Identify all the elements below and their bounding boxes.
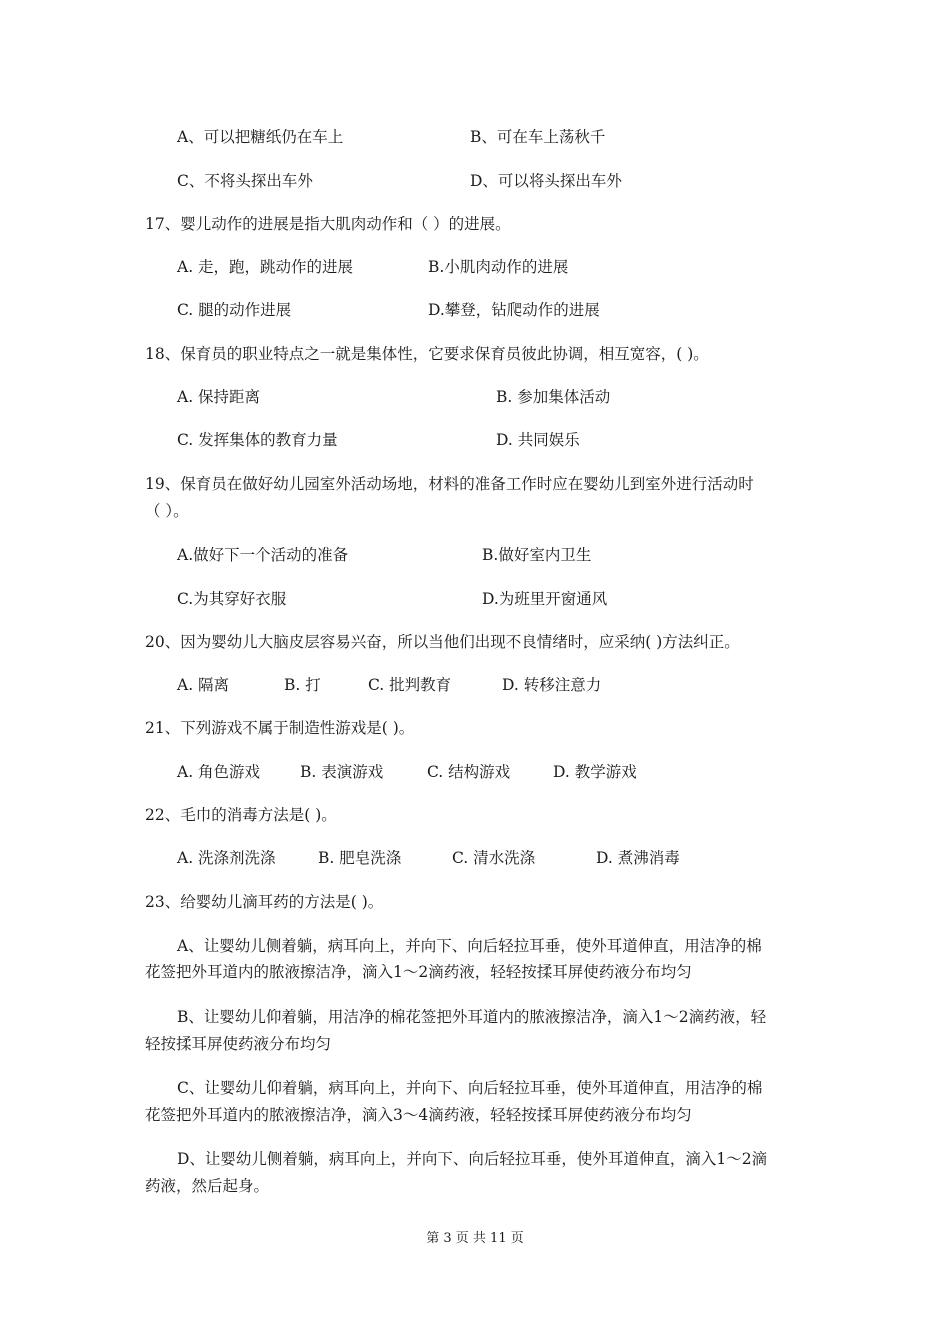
q22-stem: 22、毛巾的消毒方法是( )。 bbox=[145, 806, 337, 824]
q18-option-d: D. 共同娱乐 bbox=[496, 431, 580, 449]
q22-option-c: C. 清水洗涤 bbox=[452, 849, 536, 867]
q19-option-d: D.为班里开窗通风 bbox=[482, 590, 608, 608]
q17-option-a: A. 走，跑，跳动作的进展 bbox=[177, 258, 354, 276]
q16-option-b: B、可在车上荡秋千 bbox=[470, 128, 606, 146]
page-number-footer: 第 3 页 共 11 页 bbox=[426, 1231, 524, 1246]
q23-option-d-line1: D、让婴幼儿侧着躺，病耳向上，并向下、向后轻拉耳垂，使外耳道伸直，滴入1～2滴 bbox=[177, 1150, 768, 1168]
q23-option-c-line1: C、让婴幼儿仰着躺，病耳向上，并向下、向后轻拉耳垂，使外耳道伸直，用洁净的棉 bbox=[177, 1079, 763, 1097]
q23-option-a-line1: A、让婴幼儿侧着躺，病耳向上，并向下、向后轻拉耳垂，使外耳道伸直，用洁净的棉 bbox=[177, 937, 762, 955]
q18-option-b: B. 参加集体活动 bbox=[496, 388, 611, 406]
q23-option-b-line1: B、让婴幼儿仰着躺，用洁净的棉花签把外耳道内的脓液擦洁净，滴入1～2滴药液，轻 bbox=[177, 1008, 767, 1026]
q23-option-d-line2: 药液，然后起身。 bbox=[145, 1177, 270, 1195]
q21-stem: 21、下列游戏不属于制造性游戏是( )。 bbox=[145, 719, 415, 737]
q21-option-b: B. 表演游戏 bbox=[300, 763, 384, 781]
q19-stem-line1: 19、保育员在做好幼儿园室外活动场地，材料的准备工作时应在婴幼儿到室外进行活动时 bbox=[145, 475, 754, 493]
q23-stem: 23、给婴幼儿滴耳药的方法是( )。 bbox=[145, 893, 384, 911]
q22-option-b: B. 肥皂洗涤 bbox=[318, 849, 402, 867]
q21-option-a: A. 角色游戏 bbox=[177, 763, 261, 781]
q20-option-c: C. 批判教育 bbox=[368, 676, 452, 694]
q17-option-b: B.小肌肉动作的进展 bbox=[428, 258, 569, 276]
q23-option-a-line2: 花签把外耳道内的脓液擦洁净，滴入1～2滴药液，轻轻按揉耳屏使药液分布均匀 bbox=[145, 963, 692, 981]
q23-option-c-line2: 花签把外耳道内的脓液擦洁净，滴入3～4滴药液，轻轻按揉耳屏使药液分布均匀 bbox=[145, 1106, 692, 1124]
q19-stem-line2: （ ）。 bbox=[145, 502, 189, 520]
q16-option-d: D、可以将头探出车外 bbox=[470, 172, 622, 190]
q22-option-d: D. 煮沸消毒 bbox=[596, 849, 680, 867]
q19-option-c: C.为其穿好衣服 bbox=[177, 590, 287, 608]
q19-option-b: B.做好室内卫生 bbox=[482, 546, 592, 564]
q17-option-c: C. 腿的动作进展 bbox=[177, 301, 292, 319]
q23-option-b-line2: 轻按揉耳屏使药液分布均匀 bbox=[145, 1035, 332, 1053]
q16-option-c: C、不将头探出车外 bbox=[177, 172, 313, 190]
q20-stem: 20、因为婴幼儿大脑皮层容易兴奋，所以当他们出现不良情绪时，应采纳( )方法纠正。 bbox=[145, 633, 740, 651]
q20-option-d: D. 转移注意力 bbox=[502, 676, 602, 694]
q20-option-a: A. 隔离 bbox=[177, 676, 230, 694]
q21-option-d: D. 教学游戏 bbox=[553, 763, 637, 781]
q21-option-c: C. 结构游戏 bbox=[427, 763, 511, 781]
q18-option-c: C. 发挥集体的教育力量 bbox=[177, 431, 338, 449]
q16-option-a: A、可以把糖纸仍在车上 bbox=[177, 128, 344, 146]
q22-option-a: A. 洗涤剂洗涤 bbox=[177, 849, 276, 867]
q19-option-a: A.做好下一个活动的准备 bbox=[177, 546, 349, 564]
q20-option-b: B. 打 bbox=[284, 676, 321, 694]
q17-option-d: D.攀登，钻爬动作的进展 bbox=[428, 301, 600, 319]
q18-stem: 18、保育员的职业特点之一就是集体性，它要求保育员彼此协调，相互宽容，( )。 bbox=[145, 345, 709, 363]
q18-option-a: A. 保持距离 bbox=[177, 388, 261, 406]
q17-stem: 17、婴儿动作的进展是指大肌肉动作和（ ）的进展。 bbox=[145, 215, 511, 233]
